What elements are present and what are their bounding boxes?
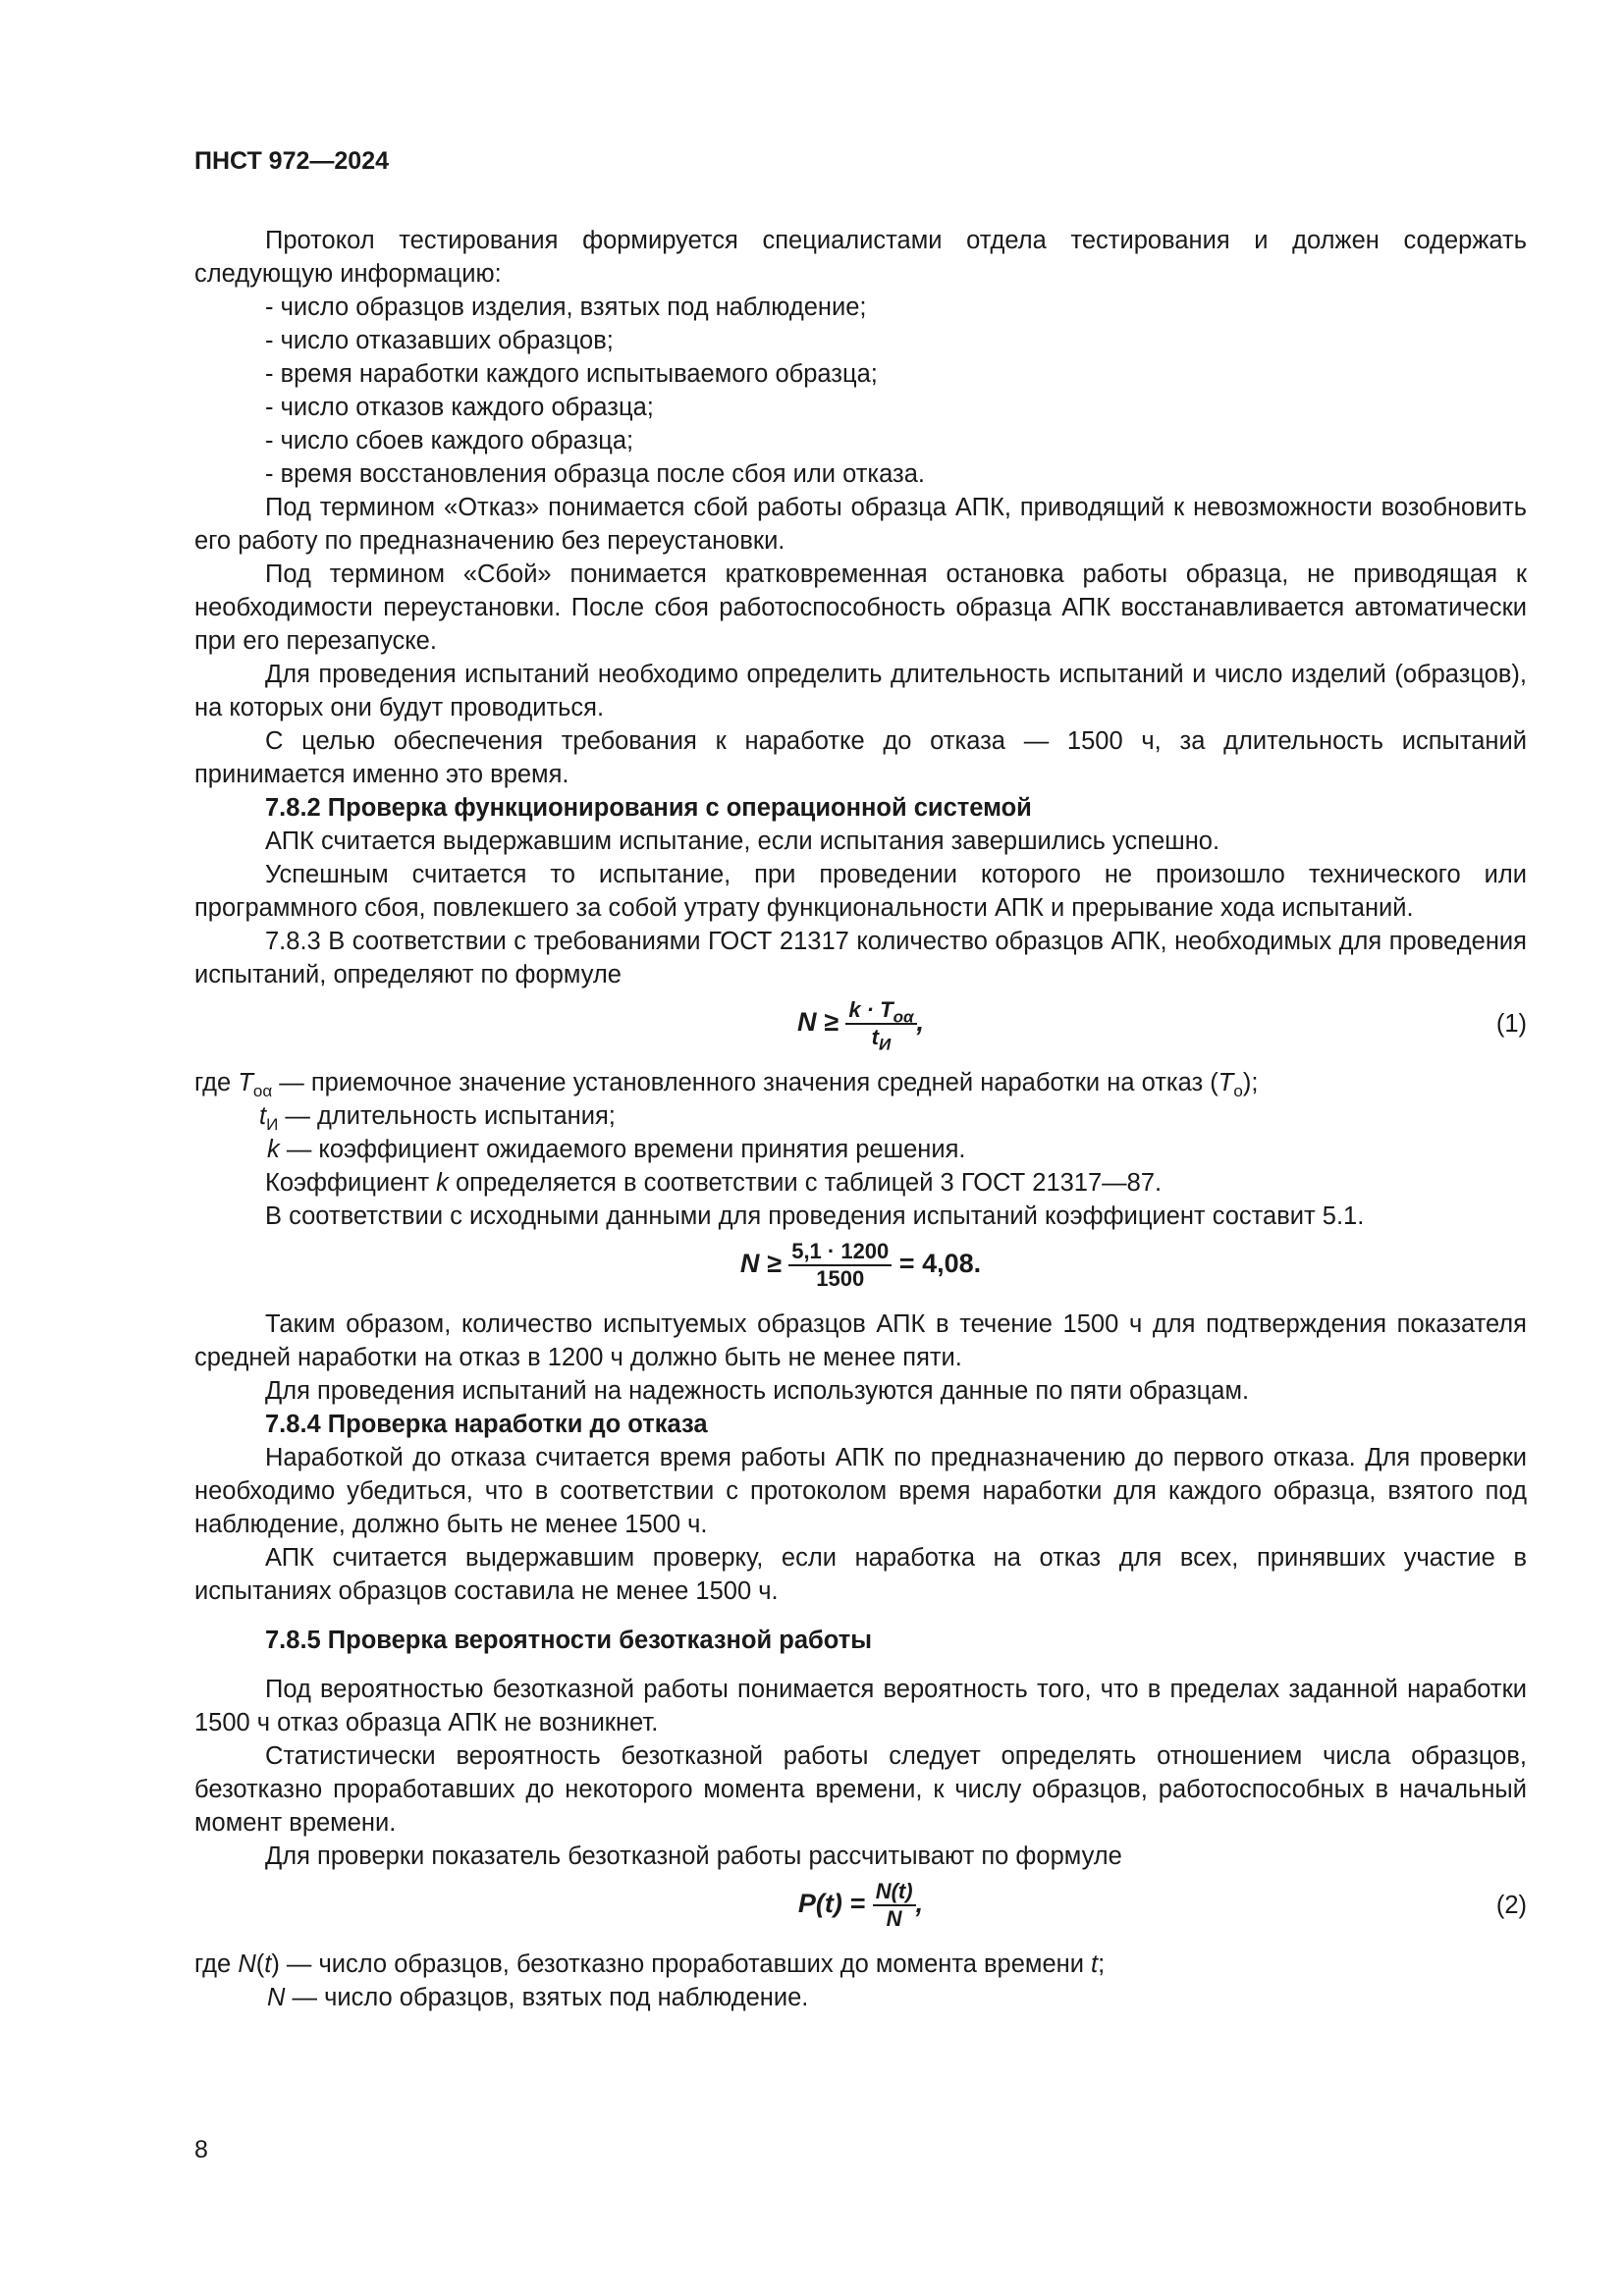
paragraph: Успешным считается то испытание, при проведении которого не произошло технического или программного сбоя, повлекшего за собой утрату функциональности АПК и прерывание хода испытаний. (194, 861, 1527, 922)
denominator: t (871, 1025, 879, 1049)
numerator: N(t) (873, 1879, 916, 1906)
formula-result: = 4,08. (898, 1249, 982, 1279)
paragraph: Под вероятностью безотказной работы понимается вероятность того, что в пределах заданной наработки 1500 ч отказ образца АПК не возникнет. (194, 1676, 1527, 1736)
equation-number: (1) (1495, 1010, 1527, 1038)
section-heading-7-8-4: 7.8.4 Проверка наработки до отказа (265, 1411, 708, 1438)
paragraph: В соответствии с исходными данными для проведения испытаний коэффициент составит 5.1. (265, 1202, 1365, 1230)
list-item: - время наработки каждого испытываемого образца; (265, 360, 878, 388)
list-item: - число образцов изделия, взятых под наблюдение; (265, 294, 867, 321)
section-heading-7-8-5: 7.8.5 Проверка вероятности безотказной работы (265, 1627, 872, 1654)
list-item: - число отказов каждого образца; (265, 394, 654, 421)
paragraph: Таким образом, количество испытуемых образцов АПК в течение 1500 ч для подтверждения показателя средней наработки на отказ в 1200 ч должно быть не менее пяти. (194, 1310, 1527, 1371)
definition: где $T_{o\alpha}$ — приемочное значение установленного значения средней наработки на отказ $(T_o)$; (194, 1069, 1259, 1101)
subscript: И (878, 1035, 892, 1054)
formula-calculation (194, 1239, 1527, 1296)
formula-lhs: P(t) = (797, 1889, 866, 1919)
paragraph: С целью обеспечения требования к наработке до отказа — 1500 ч, за длительность испытаний принимается именно это время. (194, 727, 1527, 788)
paragraph: Коэффициент k определяется в соответствии с таблицей 3 ГОСТ 21317—87. (265, 1169, 1163, 1197)
denominator: N (886, 1906, 902, 1931)
equation-number: (2) (1495, 1892, 1527, 1919)
paragraph: Для проверки показатель безотказной работы рассчитывают по формуле (265, 1842, 1122, 1870)
page-body (194, 224, 1527, 2014)
paragraph: Наработкой до отказа считается время работы АПК по предназначению до первого отказа. Для проверки необходимо убедиться, что в соответствии с протоколом время наработки для каждого образца, взятого под наблюдение, должно быть не менее 1500 ч. (194, 1444, 1527, 1538)
paragraph: Для проведения испытаний необходимо определить длительность испытаний и число изделий (образцов), на которых они будут проводиться. (194, 661, 1527, 721)
list-item: - время восстановления образца после сбоя или отказа. (265, 460, 926, 488)
page-number: 8 (194, 2136, 208, 2163)
formula-2 (194, 1879, 1527, 1936)
list-item: - число отказавших образцов; (265, 327, 614, 354)
subscript: oα (893, 1007, 914, 1027)
fraction (845, 997, 916, 1054)
paragraph: Под термином «Отказ» понимается сбой работы образца АПК, приводящий к невозможности возобновить его работу по предназначению без переустановки. (194, 494, 1527, 555)
fraction (873, 1879, 916, 1932)
section-heading-7-8-2: 7.8.2 Проверка функционирования с операционной системой (265, 794, 1032, 822)
paragraph: Для проведения испытаний на надежность используются данные по пяти образцам. (265, 1377, 1250, 1405)
definition: где N(t) — число образцов, безотказно проработавших до момента времени t; (194, 1950, 1106, 1978)
definition: k — коэффициент ожидаемого времени принятия решения. (267, 1136, 966, 1163)
paragraph: Протокол тестирования формируется специалистами отдела тестирования и должен содержать следующую информацию: (194, 227, 1527, 288)
definition: $t_И$ — длительность испытания; (259, 1102, 616, 1135)
formula-1 (194, 997, 1527, 1054)
definition: N — число образцов, взятых под наблюдение. (267, 1984, 809, 2011)
paragraph: АПК считается выдержавшим проверку, если наработка на отказ для всех, принявших участие в испытаниях образцов составила не менее 1500 ч. (194, 1544, 1527, 1605)
formula-tail: , (915, 1889, 924, 1919)
numerator: k · T (848, 997, 893, 1022)
paragraph: Под термином «Сбой» понимается кратковременная остановка работы образца, не приводящая к необходимости переустановки. После сбоя работоспособность образца АПК восстанавливается автоматически при его перезапуске. (194, 561, 1527, 655)
document-header: ПНСТ 972—2024 (194, 147, 389, 175)
fraction (788, 1239, 892, 1292)
numerator: 5,1 · 1200 (788, 1239, 892, 1266)
formula-tail: , (916, 1007, 925, 1038)
denominator: 1500 (816, 1266, 865, 1291)
list-item: - число сбоев каждого образца; (265, 427, 634, 454)
paragraph: АПК считается выдержавшим испытание, если испытания завершились успешно. (265, 828, 1220, 855)
formula-lhs: N ≥ (796, 1007, 839, 1038)
paragraph: Статистически вероятность безотказной работы следует определять отношением числа образцов, безотказно проработавших до некоторого момента времени, к числу образцов, работоспособных в начальный момент времени. (194, 1742, 1527, 1837)
paragraph: 7.8.3 В соответствии с требованиями ГОСТ 21317 количество образцов АПК, необходимых для проведения испытаний, определяют по формуле (194, 928, 1527, 988)
formula-lhs: N ≥ (739, 1249, 782, 1279)
